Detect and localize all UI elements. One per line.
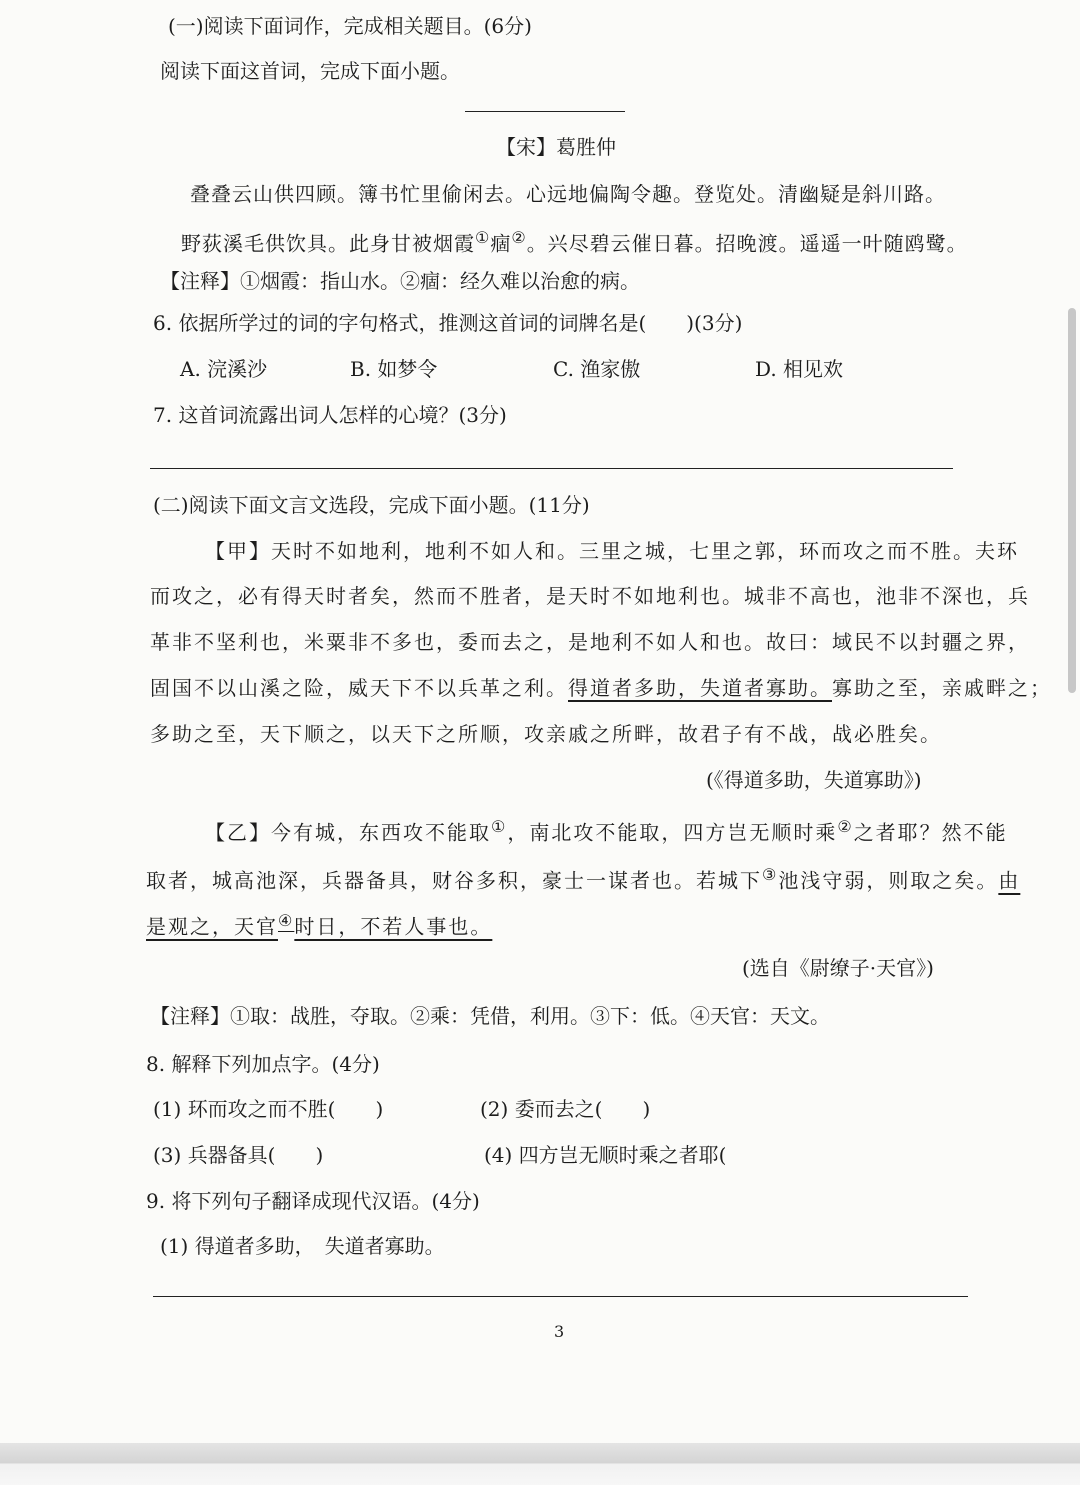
passage-jia-line-2: 而攻之，必有得天时者矣，然而不胜者，是天时不如地利也。城非不高也，池非不深也，兵 [150,584,1030,608]
q6-option-b: B. 如梦令 [350,357,438,381]
passage-yi-source: (选自《尉缭子·天官》) [742,956,934,980]
passage-jia-line-3: 革非不坚利也，米粟非不多也，委而去之，是地利不如人和也。故曰：域民不以封疆之界， [150,630,1030,654]
passage-jia-source: (《得道多助，失道寡助》) [706,768,922,792]
q6-option-c: C. 渔家傲 [553,357,641,381]
q6-option-d: D. 相见欢 [755,357,844,381]
bottom-bar [0,1443,1080,1485]
poem-author: 【宋】葛胜仲 [496,135,616,159]
q8-item-2: (2) 委而去之( ) [480,1097,651,1121]
section-1-heading: (一)阅读下面词作，完成相关题目。(6分) [168,14,532,38]
question-8: 8. 解释下列加点字。(4分) [146,1052,380,1076]
passage-yi-line-2 [146,861,1020,895]
poem-line-1: 叠叠云山供四顾。簿书忙里偷闲去。心远地偏陶令趣。登览处。清幽疑是斜川路。 [190,182,946,206]
scrollbar-thumb[interactable] [1068,308,1076,693]
underlined-sentence-yi-start: 由 [998,868,1021,893]
poem-instruction: 阅读下面这首词，完成下面小题。 [160,59,460,83]
passage-jia-line-4-b: 寡助之至，亲戚畔之； [832,676,1052,700]
underlined-sentence-yi-a: 是观之，天官 [146,914,278,939]
passage-yi-line-1 [205,813,1008,847]
underlined-sentence-yi-b: 时日，不若人事也。 [294,914,493,939]
q8-item-4: (4) 四方岂无顺时乘之者耶( [484,1143,727,1167]
passage-notes: 【注释】①取：战胜，夺取。②乘：凭借，利用。③下：低。④天官：天文。 [150,1004,830,1028]
passage-jia-line-4-a: 固国不以山溪之险，威天下不以兵革之利。 [150,676,568,700]
passage-jia-line-4 [150,674,1052,702]
q8-item-3: (3) 兵器备具( ) [153,1143,324,1167]
underlined-sentence-jia: 得道者多助，失道者寡助。 [568,676,832,700]
yi-note-mark-2: ② [837,817,854,836]
note-mark-2: ② [511,228,527,247]
yi-note-mark-3: ③ [762,865,779,884]
passage-yi-line-1-b: ，南北攻不能取，四方岂无顺时乘 [507,820,838,845]
title-rule [465,111,625,112]
poem-notes: 【注释】①烟霞：指山水。②痼：经久难以治愈的病。 [160,269,640,293]
question-9: 9. 将下列句子翻译成现代汉语。(4分) [146,1189,480,1213]
passage-jia-line-5: 多助之至，天下顺之，以天下之所顺，攻亲戚之所畔，故君子有不战，战必胜矣。 [150,722,942,746]
poem-line-2 [181,224,968,258]
answer-line-q7 [150,468,953,469]
answer-line-q9 [153,1296,968,1297]
q8-item-1: (1) 环而攻之而不胜( ) [153,1097,384,1121]
yi-note-mark-4: ④ [278,911,295,930]
question-6: 6. 依据所学过的词的字句格式，推测这首词的词牌名是( )(3分) [153,311,743,335]
q6-option-a: A. 浣溪沙 [180,357,268,381]
q9-item-1: (1) 得道者多助， 失道者寡助。 [160,1234,445,1258]
poem-line-2-text-b: 痼 [490,231,512,256]
poem-line-2-text-c: 。兴尽碧云催日暮。招晚渡。遥遥一叶随鸥鹭。 [526,231,968,256]
passage-yi-line-1-a: 【乙】今有城，东西攻不能取 [205,820,491,845]
page-number: 3 [554,1322,565,1341]
passage-yi-line-2-a: 取者，城高池深，兵器备具，财谷多积，豪士一谋者也。若城下 [146,868,762,893]
question-7: 7. 这首词流露出词人怎样的心境？(3分) [153,403,507,427]
section-2-heading: (二)阅读下面文言文选段，完成下面小题。(11分) [153,493,590,517]
passage-jia-line-1: 【甲】天时不如地利，地利不如人和。三里之城，七里之郭，环而攻之而不胜。夫环 [205,539,1019,563]
yi-note-mark-1: ① [491,817,508,836]
passage-yi-line-2-b: 池浅守弱，则取之矣。 [778,868,999,893]
poem-line-2-text-a: 野荻溪毛供饮具。此身甘被烟霞 [181,231,475,256]
passage-yi-line-3 [146,907,492,941]
note-mark-1: ① [475,228,491,247]
passage-yi-line-1-c: 之者耶？然不能 [853,820,1008,845]
